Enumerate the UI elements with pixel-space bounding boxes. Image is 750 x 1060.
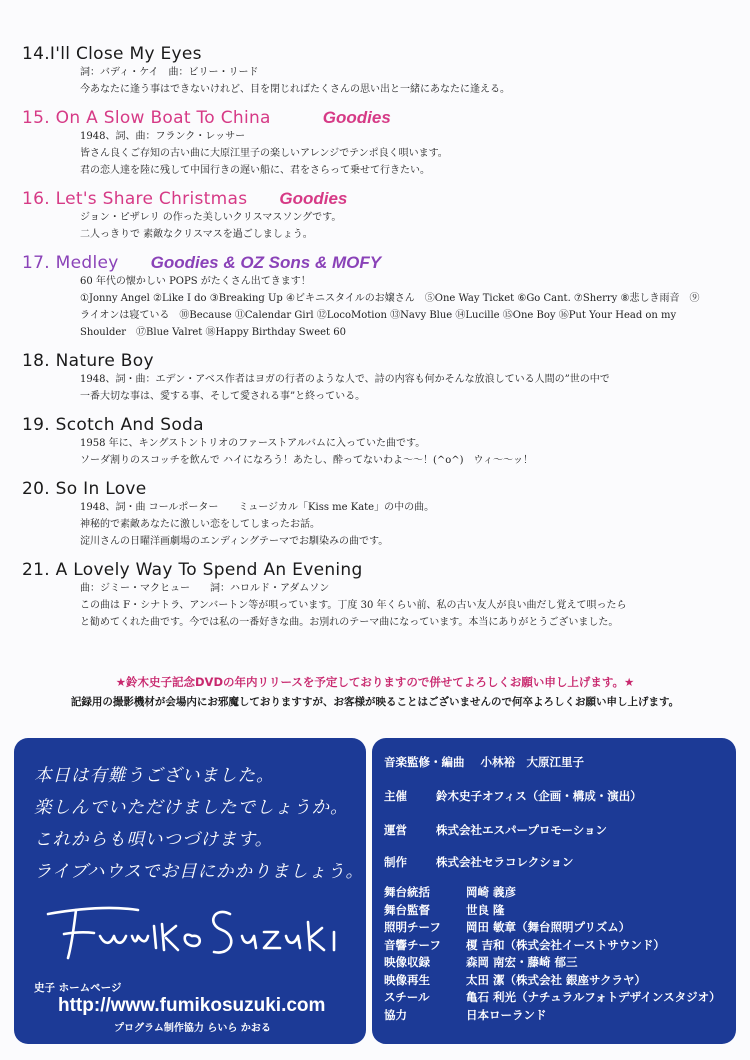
- song-text-line: 君の恋人達を陸に残して中国行きの遅い船に、君をさらって乗せて行きたい。: [80, 165, 430, 176]
- song-header: [22, 108, 722, 128]
- staff-role: 舞台統括: [384, 885, 430, 899]
- song-title: 19. Scotch And Soda: [22, 415, 204, 435]
- staff-list: [384, 884, 721, 1024]
- song-title: 16. Let's Share Christmas: [22, 189, 248, 209]
- message-line: 本日は有難うございました。: [34, 766, 275, 786]
- song-text-line: 1948、詞・曲：エデン・アベス作者はヨガの行者のような人で、詩の内容も何かそんな放浪している人間の”世の中で: [80, 374, 610, 385]
- song-description: [22, 128, 722, 179]
- song-title: 18. Nature Boy: [22, 351, 154, 371]
- staff-name: 岡田 敏章（舞台照明プリズム）: [466, 920, 631, 934]
- staff-role: 照明チーフ: [384, 920, 441, 934]
- staff-name: 亀石 利光（ナチュラルフォトデザインスタジオ）: [466, 990, 721, 1004]
- staff-role: 音響チーフ: [384, 937, 441, 952]
- credit-role: 音楽監修・編曲: [384, 755, 465, 769]
- song-item: [22, 560, 722, 631]
- song-header: [22, 479, 722, 499]
- message-line: ライブハウスでお目にかかりましょう。: [34, 862, 365, 882]
- song-title: 17. Medley: [22, 253, 119, 273]
- staff-row: [384, 954, 721, 972]
- credit-role: 制作: [384, 855, 407, 869]
- staff-role: 協力: [384, 1007, 407, 1022]
- staff-row: [384, 1007, 721, 1025]
- song-item: [22, 44, 722, 98]
- song-item: [22, 189, 722, 243]
- song-text-line: 今あなたに逢う事はできないけれど、目を閉じればたくさんの思い出と一緒にあなたに逢える。: [80, 84, 510, 95]
- song-header: [22, 44, 722, 64]
- staff-name: 世良 隆: [466, 902, 505, 917]
- staff-row: [384, 902, 721, 920]
- song-description: [22, 371, 722, 405]
- song-header: [22, 351, 722, 371]
- song-text-line: 60 年代の懐かしい POPS がたくさん出てきます！: [80, 276, 311, 287]
- staff-row: [384, 919, 721, 937]
- song-credit-line: 曲：ジミー・マクヒュー 詞：ハロルド・アダムソン: [80, 583, 330, 594]
- staff-row: [384, 884, 721, 902]
- handwritten-message: [34, 760, 365, 888]
- song-text-line: 1958 年に、キングストントリオのファーストアルバムに入っていた曲です。: [80, 438, 426, 449]
- song-item: [22, 479, 722, 550]
- song-header: [22, 560, 722, 580]
- credit-name: 小林裕 大原江里子: [480, 755, 584, 769]
- song-text-line: 淀川さんの日曜洋画劇場のエンディングテーマでお馴染みの曲です。: [80, 536, 389, 547]
- credit-name: 鈴木史子オフィス（企画・構成・演出）: [436, 789, 642, 803]
- staff-row: [384, 937, 721, 955]
- credit-row: [384, 788, 642, 804]
- song-text-line: ジョン・ピザレリ の作った美しいクリスマスソングです。: [80, 212, 342, 223]
- song-text-line: ソーダ割りのスコッチを飲んで ハイになろう！あたし、酔ってないわよ〜〜！(^o^) ウィ〜〜ッ！: [80, 455, 533, 466]
- song-title: 14.I'll Close My Eyes: [22, 44, 202, 64]
- song-header: [22, 189, 722, 209]
- credit-role: 運営: [384, 823, 407, 837]
- song-item: [22, 108, 722, 179]
- song-list: [22, 44, 722, 641]
- homepage-label: 史子 ホームページ: [34, 982, 122, 994]
- song-title: 15. On A Slow Boat To China: [22, 108, 271, 128]
- song-text-line: この曲は F・シナトラ、アンバートン等が唄っています。丁度 30 年くらい前、私の古い友人が良い曲だし覚えて唄ったら: [80, 600, 627, 611]
- credit-row: [384, 854, 574, 870]
- credit-row: [384, 822, 607, 838]
- staff-name: 日本ローランド: [466, 1007, 547, 1022]
- song-header: [22, 253, 722, 273]
- song-credit-line: 詞：バディ・ケイ 曲：ビリー・リード: [80, 67, 259, 78]
- song-header: [22, 415, 722, 435]
- song-item: [22, 253, 722, 341]
- song-text-line: 神秘的で素敵あなたに激しい恋をしてしまったお話。: [80, 519, 320, 530]
- credits-panel: [372, 738, 736, 1044]
- song-performer: Goodies & OZ Sons & MOFY: [150, 253, 382, 272]
- song-item: [22, 351, 722, 405]
- staff-role: 映像再生: [384, 972, 430, 987]
- credit-role: 主催: [384, 789, 407, 803]
- staff-role: スチール: [384, 990, 430, 1004]
- camera-notice: 記録用の撮影機材が会場内にお邪魔しておりますすが、お客様が映ることはございませんので何卒よろしくお願い申し上げます。: [70, 696, 680, 708]
- song-description: [22, 273, 722, 341]
- song-performer: Goodies: [322, 108, 391, 127]
- song-title: 20. So In Love: [22, 479, 147, 499]
- song-text-line: 二人っきりで 素敵なクリスマスを過ごしましょう。: [80, 229, 313, 240]
- song-description: [22, 499, 722, 550]
- song-performer: Goodies: [279, 189, 348, 208]
- song-title: 21. A Lovely Way To Spend An Evening: [22, 560, 363, 580]
- medley-list: ①Jonny Angel ②Like I do ③Breaking Up ④ビキニスタイルのお嬢さん ⑤One Way Ticket ⑥Go Cant. ⑦Sherry ⑧悲しき雨音 ⑨ライオンは寝ている ⑩Because ⑪Calendar Girl ⑫LocoMotion ⑬Navy Blue ⑭Lucille ⑮One Boy ⑯Put Your Head on my Shoulder ⑰Blue Valret ⑱Happy Birthday Sweet 60: [80, 293, 700, 338]
- staff-row: [384, 989, 721, 1007]
- message-line: これからも唄いつづけます。: [34, 830, 274, 850]
- staff-name: 岡崎 義彦: [466, 885, 517, 899]
- song-text-line: 皆さん良くご存知の古い曲に大原江里子の楽しいアレンジでテンポ良く唄います。: [80, 148, 448, 159]
- staff-role: 映像収録: [384, 955, 430, 969]
- song-description: [22, 209, 722, 243]
- staff-name: 太田 潔（株式会社 銀座サクラヤ）: [466, 972, 647, 987]
- song-text-line: と勧めてくれた曲です。今では私の一番好きな曲。お別れのテーマ曲になっています。本当にありがとうございました。: [80, 617, 619, 628]
- credit-row: [384, 754, 584, 770]
- staff-name: 森岡 南宏・藤崎 郁三: [466, 955, 578, 969]
- credit-name: 株式会社エスパープロモーション: [436, 823, 608, 837]
- dvd-notice: ★鈴木史子記念DVDの年内リリースを予定しておりますので併せてよろしくお願い申し上げます。★: [115, 675, 635, 689]
- signature: [42, 896, 342, 966]
- song-description: [22, 435, 722, 469]
- staff-role: 舞台監督: [384, 902, 430, 917]
- message-panel: [14, 738, 366, 1044]
- song-item: [22, 415, 722, 469]
- song-description: [22, 64, 722, 98]
- song-credit-line: 1948、詞・曲 コールポーター ミュージカル「Kiss me Kate」の中の曲。: [80, 502, 435, 513]
- song-description: [22, 580, 722, 631]
- homepage-link[interactable]: http://www.fumikosuzuki.com: [58, 995, 326, 1016]
- message-line: 楽しんでいただけましたでしょうか。: [34, 798, 349, 818]
- program-credit: プログラム制作協力 らいら かおる: [114, 1023, 271, 1034]
- song-credit-line: 1948、詞、曲：フランク・レッサー: [80, 131, 246, 142]
- credit-name: 株式会社セラコレクション: [436, 855, 574, 869]
- staff-row: [384, 972, 721, 990]
- staff-name: 榎 吉和（株式会社イーストサウンド）: [466, 937, 665, 952]
- song-text-line: 一番大切な事は、愛する事、そして愛される事”と終っている。: [80, 391, 366, 402]
